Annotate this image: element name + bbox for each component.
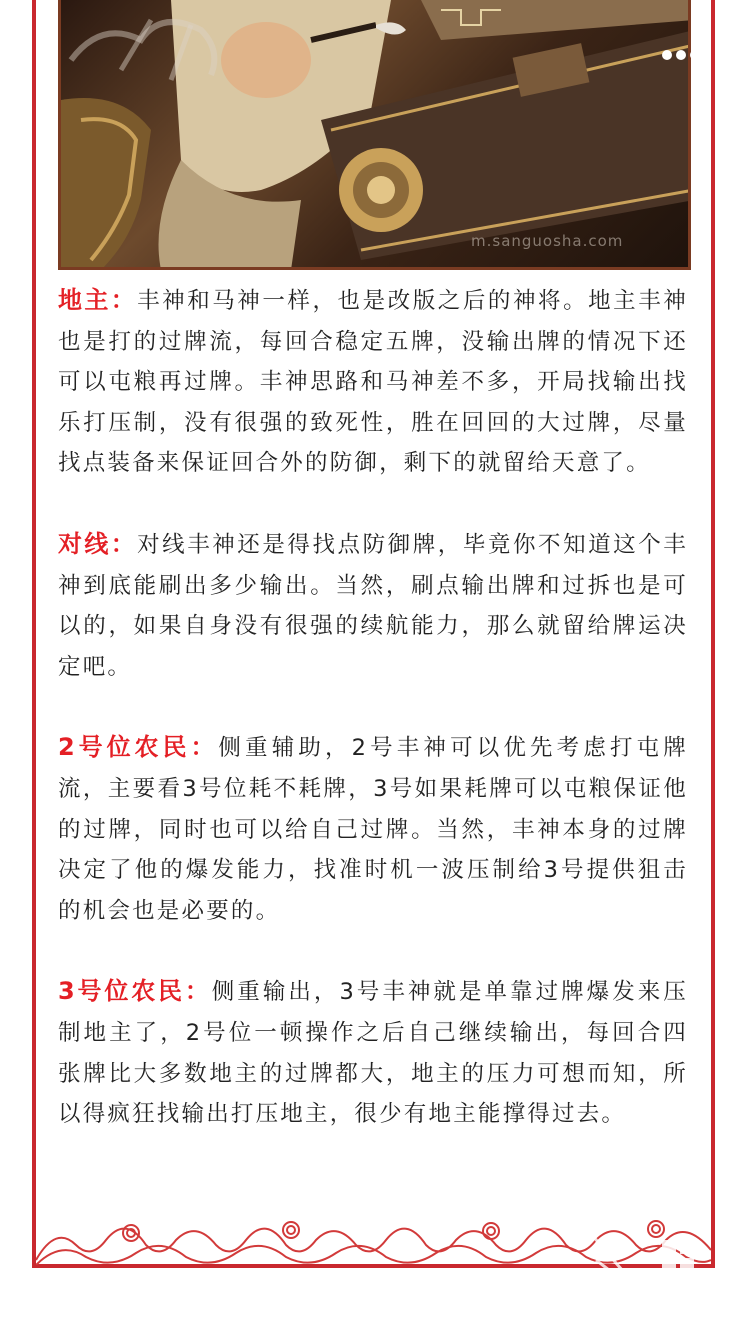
- section-heading: 2号位农民：: [58, 733, 219, 762]
- section-landlord: [58, 280, 688, 484]
- section-farmer-2: [58, 727, 688, 931]
- carousel-indicator[interactable]: [662, 50, 700, 60]
- sanguosha-logo: [61, 0, 241, 90]
- section-farmer-3: [58, 971, 688, 1134]
- section-text: 侧重输出，3号丰神就是单靠过牌爆发来压制地主了，2号位一顿操作之后自己继续输出，每回合四张牌比大多数地主的过牌都大，地主的压力可想而知，所以得疯狂找输出打压地主，很少有地主能撑得过去。: [58, 979, 688, 1128]
- section-heading: 地主：: [58, 286, 138, 314]
- hero-image[interactable]: [58, 0, 691, 270]
- floating-toolbar[interactable]: [582, 1230, 712, 1290]
- section-text: 丰神和马神一样，也是改版之后的神将。地主丰神也是打的过牌流，每回合稳定五牌，没输出牌的情况下还可以屯粮再过牌。丰神思路和马神差不多，开局找输出找乐打压制，没有很强的致死性，胜在回回的大过牌，尽量找点装备来保证回合外的防御，剩下的就留给天意了。: [58, 288, 688, 477]
- section-heading: 3号位农民：: [58, 977, 212, 1006]
- section-versus: [58, 524, 688, 687]
- section-heading: 对线：: [58, 529, 138, 558]
- carousel-dot[interactable]: [690, 50, 700, 60]
- carousel-dot[interactable]: [662, 50, 672, 60]
- magnify-icon[interactable]: [592, 1235, 622, 1280]
- article-body: [58, 280, 688, 1175]
- watermark-text: m.sanguosha.com: [471, 232, 624, 250]
- grid-icon[interactable]: [662, 1240, 694, 1288]
- section-text: 侧重辅助，2号丰神可以优先考虑打屯牌流，主要看3号位耗不耗牌，3号如果耗牌可以屯粮保证他的过牌，同时也可以给自己过牌。当然，丰神本身的过牌决定了他的爆发能力，找准时机一波压制给3号提供狙击的机会也是必要的。: [58, 735, 688, 924]
- carousel-dot[interactable]: [676, 50, 686, 60]
- section-text: 对线丰神还是得找点防御牌，毕竟你不知道这个丰神到底能刷出多少输出。当然，刷点输出牌和过拆也是可以的，如果自身没有很强的续航能力，那么就留给牌运决定吧。: [58, 531, 688, 680]
